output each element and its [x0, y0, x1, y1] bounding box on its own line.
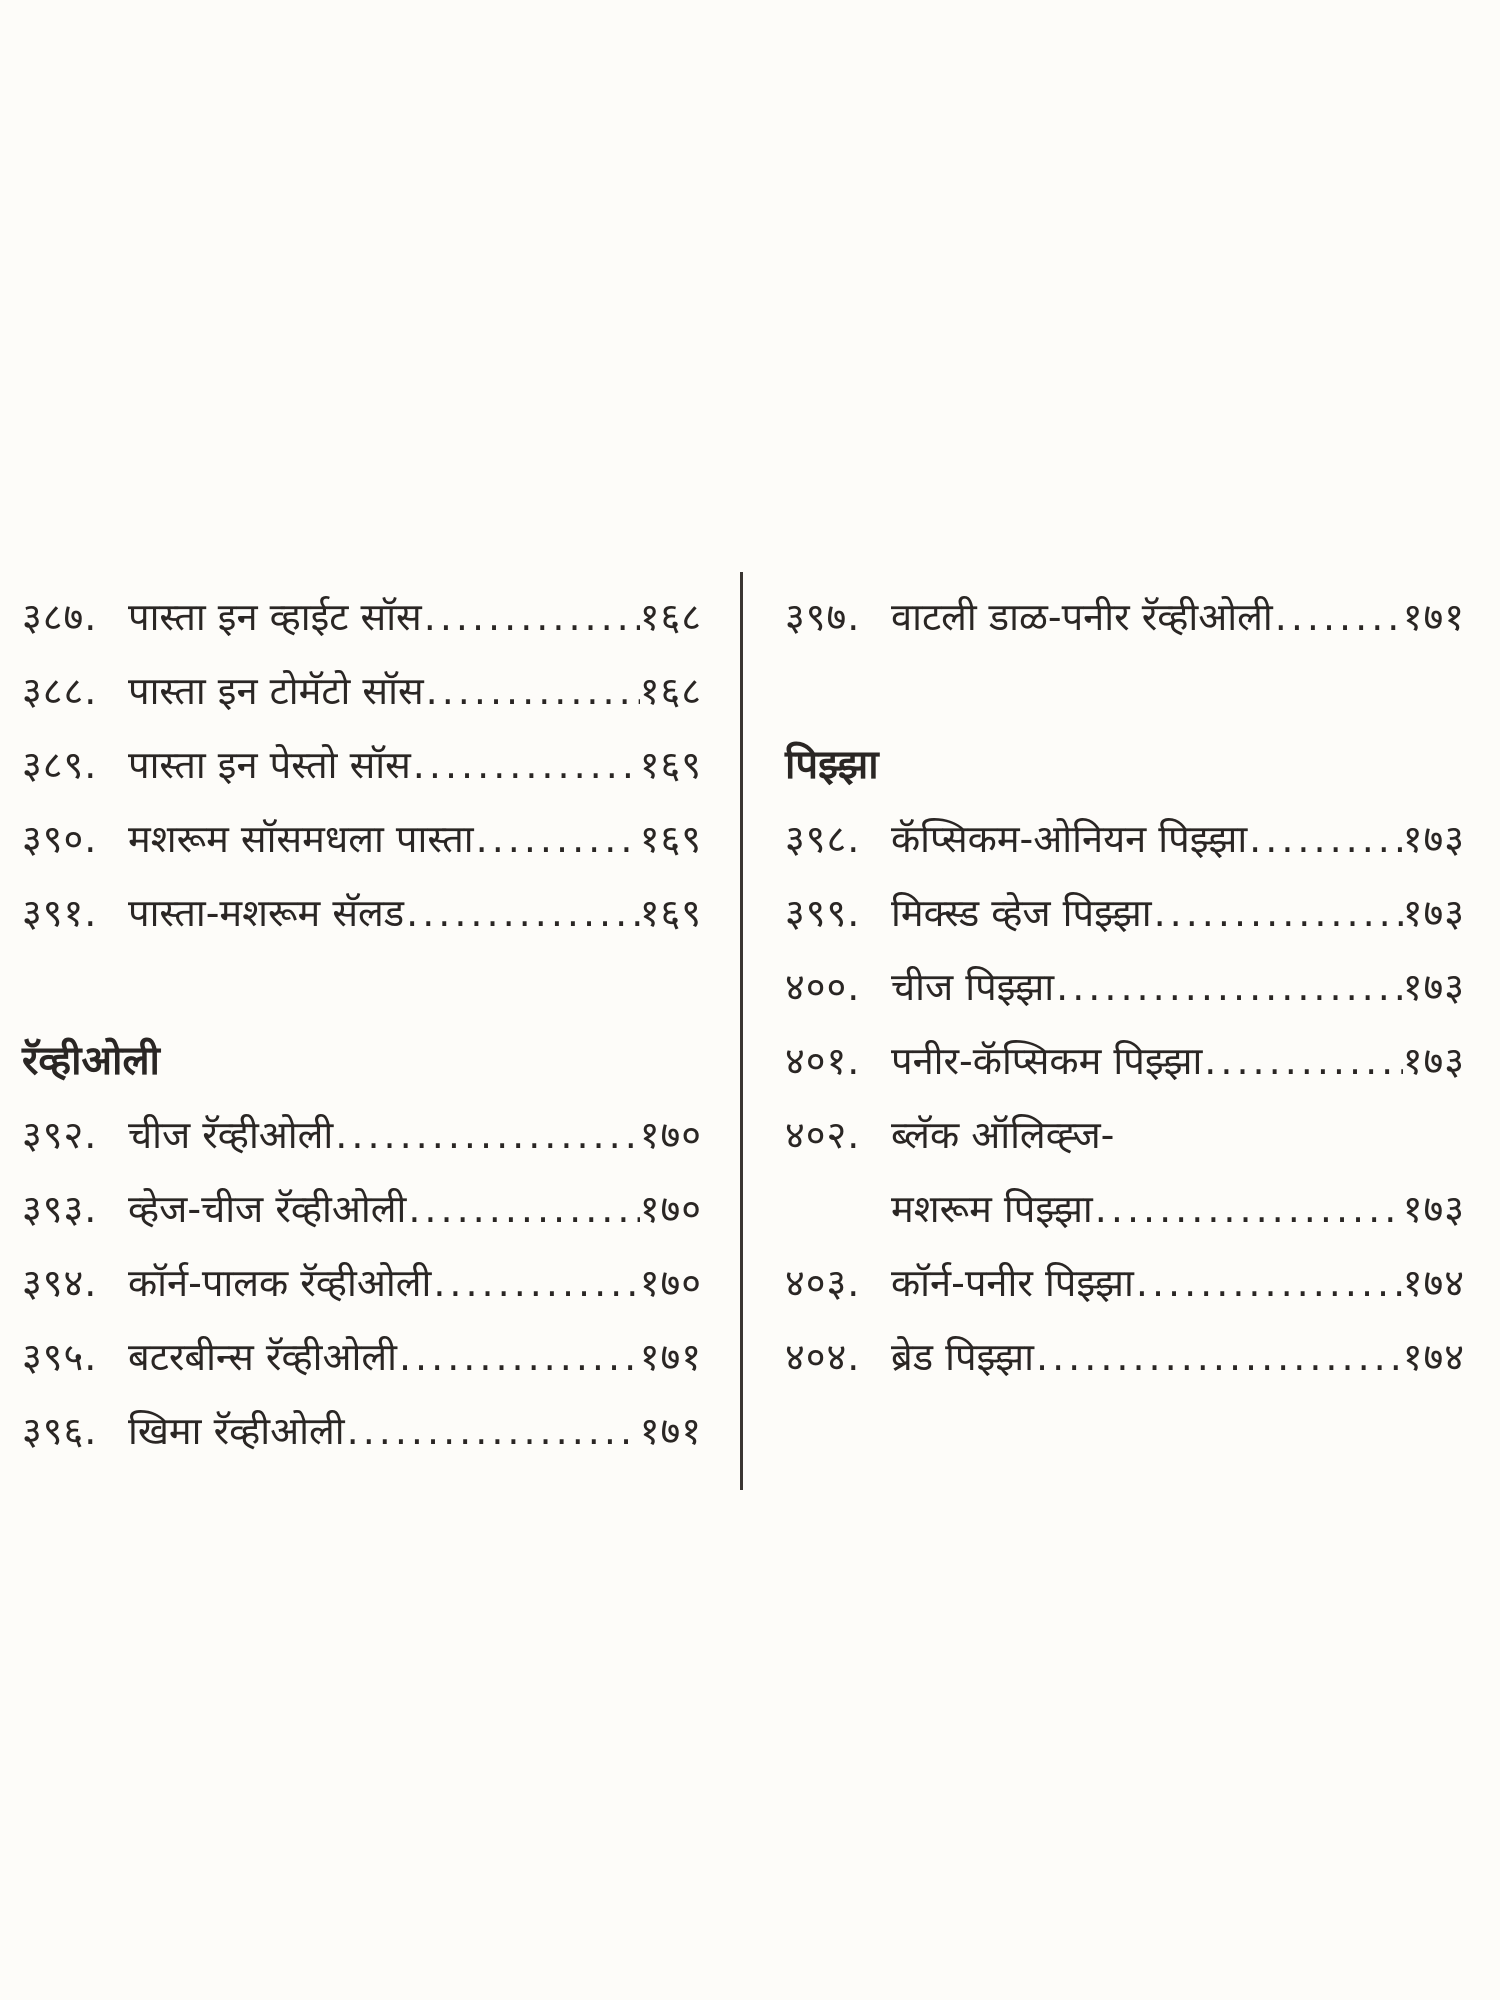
entry-title: पास्ता-मशरूम सॅलड	[128, 891, 405, 935]
entry-number: ४०४.	[785, 1335, 861, 1379]
leader-dots	[397, 1320, 640, 1394]
entry-title: पनीर-कॅप्सिकम पिझ्झा	[891, 1039, 1203, 1083]
entry-number: ४०२.	[785, 1113, 861, 1157]
entry-title: कॉर्न-पालक रॅव्हीओली	[128, 1261, 432, 1305]
entry-title: मशरूम पिझ्झा	[891, 1187, 1093, 1231]
entry-number: ३९९.	[785, 891, 861, 935]
toc-entry	[22, 654, 702, 728]
entry-page-number: १७४	[1402, 1261, 1465, 1305]
entry-number: ३९०.	[22, 817, 98, 861]
toc-entry	[22, 1172, 702, 1246]
entry-title: ब्रेड पिझ्झा	[891, 1335, 1034, 1379]
entry-number: ४००.	[785, 965, 861, 1009]
entry-title: वाटली डाळ-पनीर रॅव्हीओली	[891, 595, 1273, 639]
entry-title: पास्ता इन व्हाईट सॉस	[128, 595, 422, 639]
entry-title: व्हेज-चीज रॅव्हीओली	[128, 1187, 407, 1231]
toc-entry-continued	[785, 1172, 1465, 1246]
entry-number: ३९६.	[22, 1409, 98, 1453]
leader-dots	[404, 876, 640, 950]
toc-entry	[785, 1320, 1465, 1394]
entry-title: कॅप्सिकम-ओनियन पिझ्झा	[891, 817, 1248, 861]
entry-page-number: १६८	[639, 669, 702, 713]
entry-title: चीज रॅव्हीओली	[128, 1113, 334, 1157]
entry-number: ३९८.	[785, 817, 861, 861]
toc-entry	[785, 1024, 1465, 1098]
entry-title: पास्ता इन टोमॅटो सॉस	[128, 669, 424, 713]
toc-entry	[785, 802, 1465, 876]
entry-number: ३८८.	[22, 669, 98, 713]
section-heading: रॅव्हीओली	[22, 1038, 160, 1084]
leader-dots	[474, 802, 640, 876]
entry-title: बटरबीन्स रॅव्हीओली	[128, 1335, 397, 1379]
leader-dots	[333, 1098, 639, 1172]
leader-dots	[431, 1246, 639, 1320]
entry-title: मशरूम सॉसमधला पास्ता	[128, 817, 474, 861]
entry-page-number: १७३	[1402, 1039, 1465, 1083]
entry-page-number: १७१	[1402, 595, 1465, 639]
entry-page-number: १७३	[1402, 1187, 1465, 1231]
entry-page-number: १७३	[1402, 891, 1465, 935]
leader-dots	[1134, 1246, 1403, 1320]
entry-page-number: १६९	[639, 891, 702, 935]
entry-title: पास्ता इन पेस्तो सॉस	[128, 743, 411, 787]
entry-number: ३८७.	[22, 595, 98, 639]
column-divider	[740, 572, 743, 1490]
entry-page-number: १६९	[639, 817, 702, 861]
entry-page-number: १७०	[639, 1113, 702, 1157]
entry-number: ३८९.	[22, 743, 98, 787]
leader-dots	[1054, 950, 1403, 1024]
leader-dots	[424, 654, 640, 728]
toc-entry	[785, 1246, 1465, 1320]
entry-number: ३९४.	[22, 1261, 98, 1305]
entry-page-number: १६८	[639, 595, 702, 639]
entry-page-number: १७४	[1402, 1335, 1465, 1379]
contents-left-column	[22, 580, 702, 1468]
entry-number: ३९१.	[22, 891, 98, 935]
entry-number: ४०१.	[785, 1039, 861, 1083]
entry-number: ३९५.	[22, 1335, 98, 1379]
toc-entry	[785, 580, 1465, 654]
toc-entry	[22, 802, 702, 876]
toc-entry	[785, 950, 1465, 1024]
entry-number: ३९३.	[22, 1187, 98, 1231]
entry-page-number: १७०	[639, 1261, 702, 1305]
entry-page-number: १७१	[639, 1409, 702, 1453]
leader-dots	[345, 1394, 640, 1468]
leader-dots	[1247, 802, 1403, 876]
entry-title: ब्लॅक ऑलिव्ह्ज-	[891, 1113, 1115, 1157]
toc-entry	[785, 876, 1465, 950]
leader-dots	[406, 1172, 639, 1246]
toc-entry	[22, 1098, 702, 1172]
entry-page-number: १७१	[639, 1335, 702, 1379]
entry-title: कॉर्न-पनीर पिझ्झा	[891, 1261, 1134, 1305]
toc-entry	[22, 1320, 702, 1394]
toc-entry	[785, 1098, 1465, 1172]
entry-title: मिक्स्ड व्हेज पिझ्झा	[891, 891, 1152, 935]
entry-number: ३९७.	[785, 595, 861, 639]
leader-dots	[422, 580, 640, 654]
toc-entry	[22, 1394, 702, 1468]
entry-number: ४०३.	[785, 1261, 861, 1305]
leader-dots	[1093, 1172, 1403, 1246]
entry-number: ३९२.	[22, 1113, 98, 1157]
leader-dots	[1202, 1024, 1402, 1098]
section-heading: पिझ्झा	[785, 742, 879, 788]
entry-page-number: १७३	[1402, 817, 1465, 861]
entry-title: चीज पिझ्झा	[891, 965, 1055, 1009]
toc-entry	[22, 580, 702, 654]
entry-title: खिमा रॅव्हीओली	[128, 1409, 345, 1453]
leader-dots	[1273, 580, 1403, 654]
leader-dots	[1034, 1320, 1403, 1394]
entry-page-number: १६९	[639, 743, 702, 787]
entry-page-number: १७३	[1402, 965, 1465, 1009]
toc-entry	[22, 728, 702, 802]
toc-entry	[22, 876, 702, 950]
contents-right-column	[785, 580, 1465, 1394]
entry-page-number: १७०	[639, 1187, 702, 1231]
leader-dots	[411, 728, 640, 802]
toc-entry	[22, 1246, 702, 1320]
leader-dots	[1152, 876, 1403, 950]
